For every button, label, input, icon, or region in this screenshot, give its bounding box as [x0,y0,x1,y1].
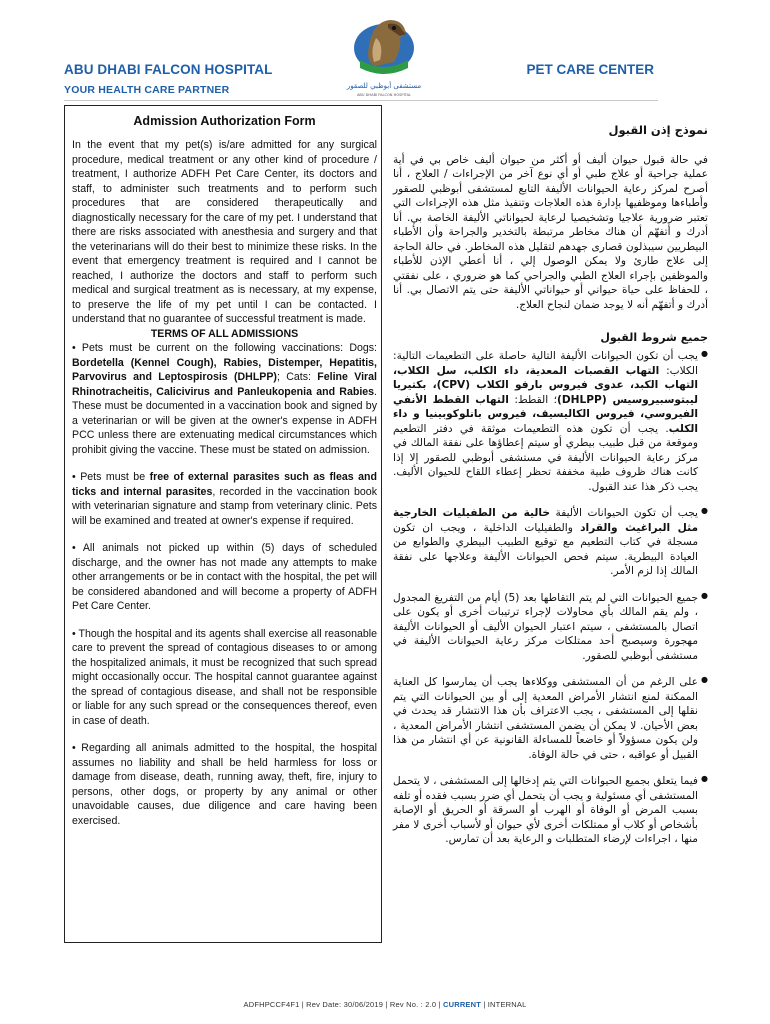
term-parasites-ar: ● يجب أن تكون الحيوانات الأليفة خالية من الطفيليات الخارجية مثل البراغيث والقراد والطفيليات الداخلية ، ويجب ان تكون مسجلة في كتاب التطعيم مع توقيع الطبيب البيطري والطوابع من العيادة البيطرية. سيتم فحص الحيوانات الأليفة وعلاجها على نفقة المالك إذا لزم الأمر. [393,506,708,579]
logo-arabic-text: مستشفى أبوظبي للصقور [346,82,422,90]
terms-title-en: TERMS OF ALL ADMISSIONS [150,327,299,340]
term-vaccination-ar: ● يجب أن تكون الحيوانات الأليفة التالية حاصلة على التطعيمات التالية: الكلاب: التهاب القصبات المعدية، داء الكلب، سل الكلاب، التهاب الكبد، عدوى فيروس بارفو الكلاب (CPV)، بكتيريا ليبتوسبيروسيس (DHLPP)؛ القطط: التهاب القطط الأنفي الفيروسي، فيروس الكاليسيف، فيروس بانلوكوبينيا و داء الكلب. يجب أن تكون هذه التطعيمات موثقة في دفتر التطعيم وموقعة من قبل طبيب بيطري أو سيتم إعطاؤها على نفقة المالك في مركز رعاية الحيوانات الأليفة في مستشفى أبوظبي للصقور إلا إذا كانت هناك ظروف طبية مخففة تحظر إعطاء اللقاح للحيوان الأليف. يجب ذكر هذا عند القبول. [393,349,708,494]
footer-ref: ADFHPCCF4F1 | Rev Date: 30/06/2019 | Rev No. : 2.0 | [243,1000,443,1009]
falcon-logo [330,14,438,100]
footer-status: CURRENT [442,1000,482,1009]
term-abandonment-ar: ● جميع الحيوانات التي لم يتم التقاطها بعد (5) أيام من التفريغ المجدول ، ولم يقم المالك بأي محاولات لإجراء ترتيبات أخرى أو يكون على اتصال بالمستشفى ، سيتم اعتبار الحيوان الأليف أو الحيوانات الأليفة مهجورة وسيصبح أحد ممتلكات مركز رعاية الحيوانات الأليفة في مستشفى أبوظبي للصقور. [393,591,708,664]
footer-class: INTERNAL [487,1000,527,1009]
term-contagion-en: • Though the hospital and its agents shall exercise all reasonable care to prevent the spread of contagious diseases to or among the hospitalized animals, it must be recognized that such spread might occasionally occur. The hospital cannot guarantee against the spread of contagious disease, and shall not be responsible or liable for any such spread or the consequences thereof, even in case of death. [72,627,377,727]
center-name: PET CARE CENTER [526,62,654,77]
intro-ar: في حالة قبول حيوان أليف أو أكثر من حيوان أليف خاص بي في أية عملية جراحية أو علاج طبي أو أي نوع آخر من الإجراءات / العلاج ، أنا أصرح لمركز رعاية الحيوانات الأليفة التابع لمستشفى أبوظبي للصقور وأطباءها وموظفيها بإدارة هذه العلاجات وتنفيذ مثل هذه الإجراءات التي تعتبر ضرورية علاجيا وتشخيصيا لرعاية لحيواناتي الأليفة الخاصة بي. أنا أدرك و أتفهّم أن هناك مخاطر مرتبطة بالتخدير والجراحة وأن الأطباء البيطريين سيبذلون قصارى جهدهم لتقليل هذه المخاطر. في حالة الحاجة إلى علاج طارئ ولا يمكن الوصول إلي ، أنا أعطي الإذن للأطباء والموظفين بإجراء العلاج الطبي والجراحي كما هو ضروري ، على نفقتي ، للحفاظ على حياة حيواني أو حيواناتي الأليفة حتى يتم الاتصال بي. أنا أدرك و أتفهّم أنه لا يوجد ضمان لنجاح العلاج. [393,153,708,311]
terms-title-ar: جميع شروط القبول [600,331,708,345]
term-parasites-en: • Pets must be free of external parasites such as fleas and ticks and internal parasites, recorded in the vaccination book with veterinarian signature and stamp from veterinary clinic. Pets will be examined and treated at owner's expense if required. [72,471,377,527]
form-title-en: Admission Authorization Form [133,114,316,128]
hospital-name: ABU DHABI FALCON HOSPITAL [64,62,273,77]
term-abandonment-en: • All animals not picked up within (5) days of scheduled discharge, and the owner has not made any attempts to make other arrangements or be in contact with the hospital, the pet will be considered abandoned and will become a property of ADFH Pet Care Center. [72,542,377,613]
intro-en: In the event that my pet(s) is/are admitted for any surgical procedure, medical treatment or any other kind of procedure / treatment, I authorize ADFH Pet Care Center, its doctors and staff, to administer such treatments and to perform such procedures that are considered therapeutically and diagnostically necessary for the care of my pet. I understand that there are risks associated with anesthesia and surgery and that the veterinarians will do their best to minimize these risks. In the event that emergency treatment is required and I cannot be reached, I authorize the doctors and staff to perform such medical and surgical treatment as is necessary, at my expense, to preserve the life of my pet until I can be contacted. I understand that no guarantee of successful treatment is made. [72,139,377,326]
term-contagion-ar: ● على الرغم من أن المستشفى ووكلاءها يجب أن يمارسوا كل العناية الممكنة لمنع انتشار الأمراض المعدية إلى أو بين الحيوانات التي يتم نقلها إلى المستشفى ، يجب الاعتراف بأن هذا الانتشار قد يحدث في بعض الأحيان. لا يمكن أن يضمن المستشفى انتشار الأمراض المعدية ، ولن يكون مسؤولاً أو خاضعاً للمساءلة القانونية عن أي انتشار من هذا القبيل أو عواقبه ، حتى في حالة الوفاة. [393,675,708,762]
tagline: YOUR HEALTH CARE PARTNER [64,84,230,96]
term-liability-en: • Regarding all animals admitted to the hospital, the hospital assumes no liability and shall be held harmless for loss or damage from disease, death, running away, theft, fire, injury to persons, other dogs, or property by any animal or other unavoidable causes, due diligence and care having been exercised. [72,742,377,827]
logo-english-text: ABU DHABI FALCON HOSPITAL [356,93,412,97]
term-vaccination-en: • Pets must be current on the following vaccinations: Dogs: Bordetella (Kennel Cough), Rabies, Distemper, Hepatitis, Parvovirus and Leptospirosis (DHLPP); Cats: Feline Viral Rhinotracheitis, Calicivirus and Panleukopenia and Rabies. These must be documented in a vaccination book and signed by a veterinarian or will be given at the owner's expense in ADFH PCC unless there are extenuating medical circumstances which prohibit giving the vaccine. These must be stated on admission. [72,342,377,456]
english-column [72,113,377,828]
header-divider [64,100,658,101]
term-liability-ar: ● فيما يتعلق بجميع الحيوانات التي يتم إدخالها إلى المستشفى ، لا يتحمل المستشفى أي مسئولية و يجب أن يتحمل أي ضرر بسبب فقده أو تلفه بسبب المرض أو الوفاة أو الهرب أو السرقة أو الحريق أو الإصابة بأشخاص أو كلاب أو ممتلكات أخرى لأي حيوان أو لأسباب أخرى لا مفر منها ، اجراءات لإرضاء المتطلبات و الرعاية بعد أن تمارس. [393,774,708,847]
arabic-column [393,113,708,859]
form-title-ar: نموذج إذن القبول [608,123,708,137]
document-footer: ADFHPCCF4F1 | Rev Date: 30/06/2019 | Rev No. : 2.0 | CURRENT | INTERNAL [243,1000,527,1009]
header-left [64,62,273,96]
